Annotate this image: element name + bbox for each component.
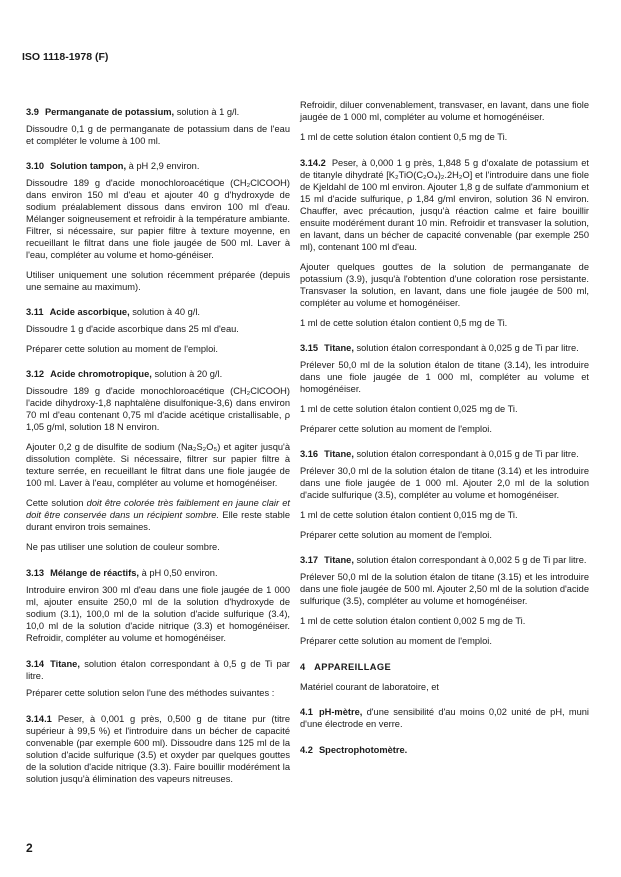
right-column: [300, 99, 589, 761]
document-header: ISO 1118-1978 (F): [22, 51, 109, 63]
paragraph: Introduire environ 300 ml d'eau dans une fiole jaugée de 1 000 ml, ajouter ensuite 250,0 ml de la solution d'hydroxyde de sodium (3.1), 100,0 ml de la solution d'acide sulfurique (3.4), 10,0 ml de la solution d'acide nitrique (3.3) et homogénéiser. Refroidir, compléter au volume et homogénéiser.: [26, 585, 290, 643]
paragraph: Préparer cette solution au moment de l'emploi.: [26, 344, 218, 354]
left-column: [26, 106, 290, 793]
section-heading: [26, 306, 290, 318]
paragraph: 1 ml de cette solution étalon contient 0,5 mg de Ti.: [300, 132, 508, 142]
paragraph-text: Elle reste stable durant environ trois semaines.: [26, 510, 290, 532]
section-subtitle: solution étalon correspondant à 0,5 g de Ti par litre.: [26, 659, 290, 681]
subsection-number: 3.14.2: [300, 158, 326, 168]
section-heading: [26, 160, 290, 172]
section-subtitle: solution étalon correspondant à 0,002 5 g de Ti par litre.: [353, 555, 587, 565]
section-title: Permanganate de potassium,: [44, 107, 175, 117]
page-number: 2: [26, 841, 33, 855]
paragraph: 1 ml de cette solution étalon contient 0,015 mg de Ti.: [300, 510, 518, 520]
section-heading: [26, 106, 290, 118]
section-title: Acide ascorbique,: [49, 307, 130, 317]
section-subtitle: solution à 1 g/l.: [174, 107, 240, 117]
section-subtitle: à pH 2,9 environ.: [126, 161, 200, 171]
section-subtitle: solution à 20 g/l.: [151, 369, 223, 379]
paragraph: Préparer cette solution au moment de l'emploi.: [300, 530, 492, 540]
section-heading: [300, 342, 589, 354]
paragraph: Prélever 50,0 ml de la solution étalon de titane (3.15) et les introduire dans une fiole jaugée de 500 ml. Ajouter 2,50 ml de la solution d'acide sulfurique (3.5), compléter au volume et homogénéiser.: [300, 572, 589, 606]
section-subtitle: solution étalon correspondant à 0,025 g de Ti par litre.: [353, 343, 579, 353]
section-number: 3.10: [26, 161, 45, 171]
section-title: Titane,: [324, 555, 354, 565]
paragraph: Ajouter 0,2 g de disulfite de sodium (Na₂S₂O₅) et agiter jusqu'à dissolution complète. Si nécessaire, filtrer sur papier filtre à texture serrée, en recueillant le filtrat dans une fiole jaugée de 100 ml. Laver à l'eau, compléter au volume et homogénéiser.: [26, 442, 290, 488]
paragraph: Dissoudre 1 g d'acide ascorbique dans 25 ml d'eau.: [26, 324, 239, 334]
section-subtitle: solution à 40 g/l.: [129, 307, 200, 317]
section-title: Spectrophotomètre.: [318, 745, 408, 755]
paragraph: Préparer cette solution selon l'une des méthodes suivantes :: [26, 688, 275, 698]
section-heading: [26, 658, 290, 682]
section-number: 3.9: [26, 107, 39, 117]
section-number: 3.11: [26, 307, 44, 317]
section-title: pH-mètre,: [318, 707, 363, 717]
section-number: 3.15: [300, 343, 319, 353]
section-title: Titane,: [324, 343, 354, 353]
paragraph: 1 ml de cette solution étalon contient 0,025 mg de Ti.: [300, 404, 518, 414]
paragraph: Refroidir, diluer convenablement, transvaser, en lavant, dans une fiole jaugée de 1 000 ml, compléter au volume et homogénéiser.: [300, 100, 589, 122]
paragraph: 1 ml de cette solution étalon contient 0,5 mg de Ti.: [300, 318, 508, 328]
section-heading: [26, 368, 290, 380]
paragraph: Préparer cette solution au moment de l'emploi.: [300, 636, 492, 646]
paragraph: Dissoudre 189 g d'acide monochloroacétique (CH₂ClCOOH) l'acide dihydroxy-1,8 naphtalène disulfonique-3,6) dans environ 70 ml d'eau contenant 0,75 ml d'acide acétique cristallisable, ρ 1,05 g/ml, solution 18 N environ.: [26, 386, 290, 432]
subsection-number: 3.14.1: [26, 714, 52, 724]
section-title: Titane,: [324, 449, 354, 459]
section-title: Titane,: [50, 659, 80, 669]
paragraph: Matériel courant de laboratoire, et: [300, 682, 440, 692]
section-subtitle: d'une sensibilité d'au moins 0,02 unité de pH, muni d'une électrode en verre.: [300, 707, 589, 729]
paragraph: Ajouter quelques gouttes de la solution de permanganate de potassium (3.9), jusqu'à l'obtention d'une coloration rose persistante. Transvaser la solution, en lavant, dans une fiole jaugée de 500 ml, compléter au volume et homogénéiser.: [300, 262, 589, 308]
chapter-heading: 4 APPAREILLAGE: [300, 662, 392, 672]
section-number: 3.17: [300, 555, 319, 565]
section-subtitle: à pH 0,50 environ.: [138, 568, 218, 578]
paragraph-text: Cette solution: [26, 498, 87, 508]
paragraph-text: Peser, à 0,000 1 g près, 1,848 5 g d'oxalate de potassium et de titanyle dihydraté [K₂TiO(C₂O₄)₂.2H₂O] et l'introduire dans une fiole de Kjeldahl de 100 ml environ. Ajouter 1,8 g de sulfate d'ammonium et 15 ml d'acide sulfurique, ρ 1,84 g/ml environ, solution 36 N environ. Chauffer, avec précaution, jusqu'à réaction calme et faire bouillir ensuite modérément durant 10 min. Refroidir et transvaser la solution, en lavant, dans un bécher de capacité convenable (par exemple 250 ml), contenant 100 ml d'eau.: [300, 158, 589, 252]
paragraph: Prélever 50,0 ml de la solution étalon de titane (3.14), les introduire dans une fiole jaugée de 1 000 ml, compléter au volume et homogénéiser.: [300, 360, 589, 394]
subsection-paragraph: [300, 157, 589, 253]
section-subtitle: solution étalon correspondant à 0,015 g de Ti par litre.: [353, 449, 579, 459]
paragraph: 1 ml de cette solution étalon contient 0,002 5 mg de Ti.: [300, 616, 526, 626]
paragraph: Préparer cette solution au moment de l'emploi.: [300, 424, 492, 434]
section-number: 3.16: [300, 449, 319, 459]
paragraph: Dissoudre 189 g d'acide monochloroacétique (CH₂ClCOOH) dans environ 150 ml d'eau et ajouter 40 g d'hydroxyde de sodium préalablement dissous dans environ 100 ml d'eau. Mélanger soigneusement et refroidir à la température ambiante. Filtrer, si nécessaire, sur papier filtre à texture moyenne, en recueillant le filtrat dans une fiole jaugée de 500 ml. Laver à l'eau, compléter au volume et homo-généiser.: [26, 178, 290, 260]
paragraph: Ne pas utiliser une solution de couleur sombre.: [26, 542, 220, 552]
section-heading: [300, 706, 589, 730]
paragraph: Dissoudre 0,1 g de permanganate de potassium dans de l'eau et compléter le volume à 100 ml.: [26, 124, 290, 146]
paragraph-text: Peser, à 0,001 g près, 0,500 g de titane pur (titre supérieur à 99,5 %) et l'introduire dans un bécher de capacité convenable (par exemple 600 ml). Dissoudre dans 125 ml de la solution d'acide sulfurique (3.5) et oxyder par quelques gouttes de la solution d'acide nitrique (3.3). Faire bouillir modérément la solution jusqu'à élimination des vapeurs nitreuses.: [26, 714, 290, 784]
italic-text: doit être colorée très faiblement en jaune clair et doit être conservée dans un récipient sombre.: [26, 498, 290, 520]
section-heading: [26, 567, 290, 579]
paragraph: Prélever 30,0 ml de la solution étalon de titane (3.14) et les introduire dans une fiole jaugée de 1 000 ml. Ajouter 2,0 ml de la solution d'acide sulfurique (3.5), compléter au volume et homogénéiser.: [300, 466, 589, 500]
section-title: Mélange de réactifs,: [50, 568, 139, 578]
section-title: Solution tampon,: [50, 161, 127, 171]
subsection-paragraph: [26, 713, 290, 785]
section-title: Acide chromotropique,: [50, 369, 152, 379]
section-number: 4.2: [300, 745, 313, 755]
section-number: 4.1: [300, 707, 313, 717]
section-heading: [300, 744, 589, 756]
paragraph: [26, 497, 290, 533]
section-number: 3.12: [26, 369, 45, 379]
section-number: 3.13: [26, 568, 45, 578]
paragraph: Utiliser uniquement une solution récemment préparée (depuis une semaine au maximum).: [26, 270, 290, 292]
section-heading: [300, 554, 589, 566]
section-heading: [300, 448, 589, 460]
section-number: 3.14: [26, 659, 45, 669]
